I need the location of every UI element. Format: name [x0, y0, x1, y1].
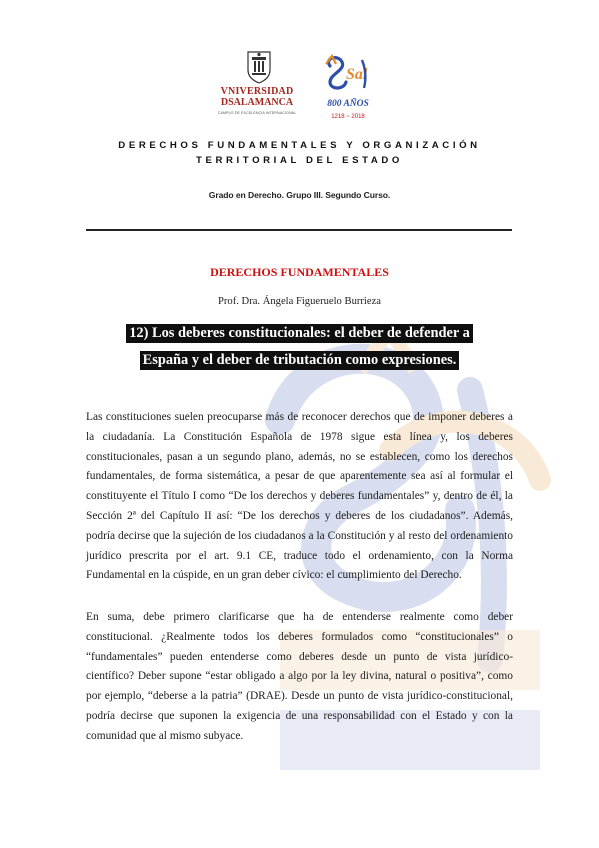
body-paragraph-1: Las constituciones suelen preocuparse más de reconocer derechos que de imponer deberes a la ciudadanía. La Constitución Española de 1978 sigue esta línea y, los deberes constitucionales, pasan a un segundo plano, además, no se establecen, como los derechos fundamentales, de forma sistemática, a pesar de que aparentemente sea así al formular el constituyente el Título I como “De los derechos y deberes fundamentales” y, dentro de él, la Sección 2ª del Capítulo II así: “De los derechos y deberes de los ciudadanos”. Además, podría decirse que la sujeción de los ciudadanos a la Constitución y al resto del ordenamiento jurídico prescrita por el art. 9.1 CE, traduce todo el ordenamiento, con la Norma Fundamental en la cúspide, en un gran deber cívico: el cumplimiento del Derecho. — [86, 411, 513, 582]
course-group-label: Grado en Derecho. Grupo III. Segundo Curso. — [208, 190, 391, 200]
anniversary-years: 1218 ~ 2018 — [331, 114, 365, 120]
lesson-title-line1-text: 12) Los deberes constitucionales: el deber de defender a — [126, 324, 473, 343]
course-title-line1: DERECHOS FUNDAMENTALES Y ORGANIZACIÓN — [118, 140, 481, 151]
anniversary-mark: Sal — [346, 66, 368, 83]
university-name-line2: DSALAMANCA — [220, 97, 294, 108]
university-campus-label: CAMPUS DE EXCELENCIA INTERNACIONAL — [217, 111, 297, 115]
anniversary-800-logo-icon — [316, 52, 380, 124]
university-crest-icon — [246, 50, 272, 84]
section-title: DERECHOS FUNDAMENTALES — [210, 265, 389, 279]
course-title-line2: TERRITORIAL DEL ESTADO — [196, 155, 403, 166]
university-name-line1: VNIVERSIDAD — [220, 86, 294, 97]
university-logo — [212, 50, 302, 126]
lesson-title-line2-text: España y el deber de tributación como expresiones. — [140, 351, 460, 370]
body-paragraph-2: En suma, debe primero clarificarse que ha de entenderse realmente como deber constitucional. ¿Realmente todos los deberes formulados como “constitucionales” o “fundamentales” pueden entenderse como deberes desde un punto de vista jurídico-científico? Deber supone “estar obligado a algo por la ley divina, natural o positiva”, como por ejemplo, “deberse a la patria” (DRAE). Desde un punto de vista jurídico-constitucional, podría decirse que suponen la exigencia de una responsabilidad con el Estado y con la comunidad que al mismo subyace. — [86, 611, 513, 742]
lesson-title-line2 — [0, 352, 599, 369]
anniversary-text: 800 AÑOS — [327, 99, 369, 109]
lesson-title-line1 — [0, 325, 599, 342]
header-divider — [86, 229, 512, 231]
professor-name: Prof. Dra. Ángela Figueruelo Burrieza — [218, 296, 381, 307]
